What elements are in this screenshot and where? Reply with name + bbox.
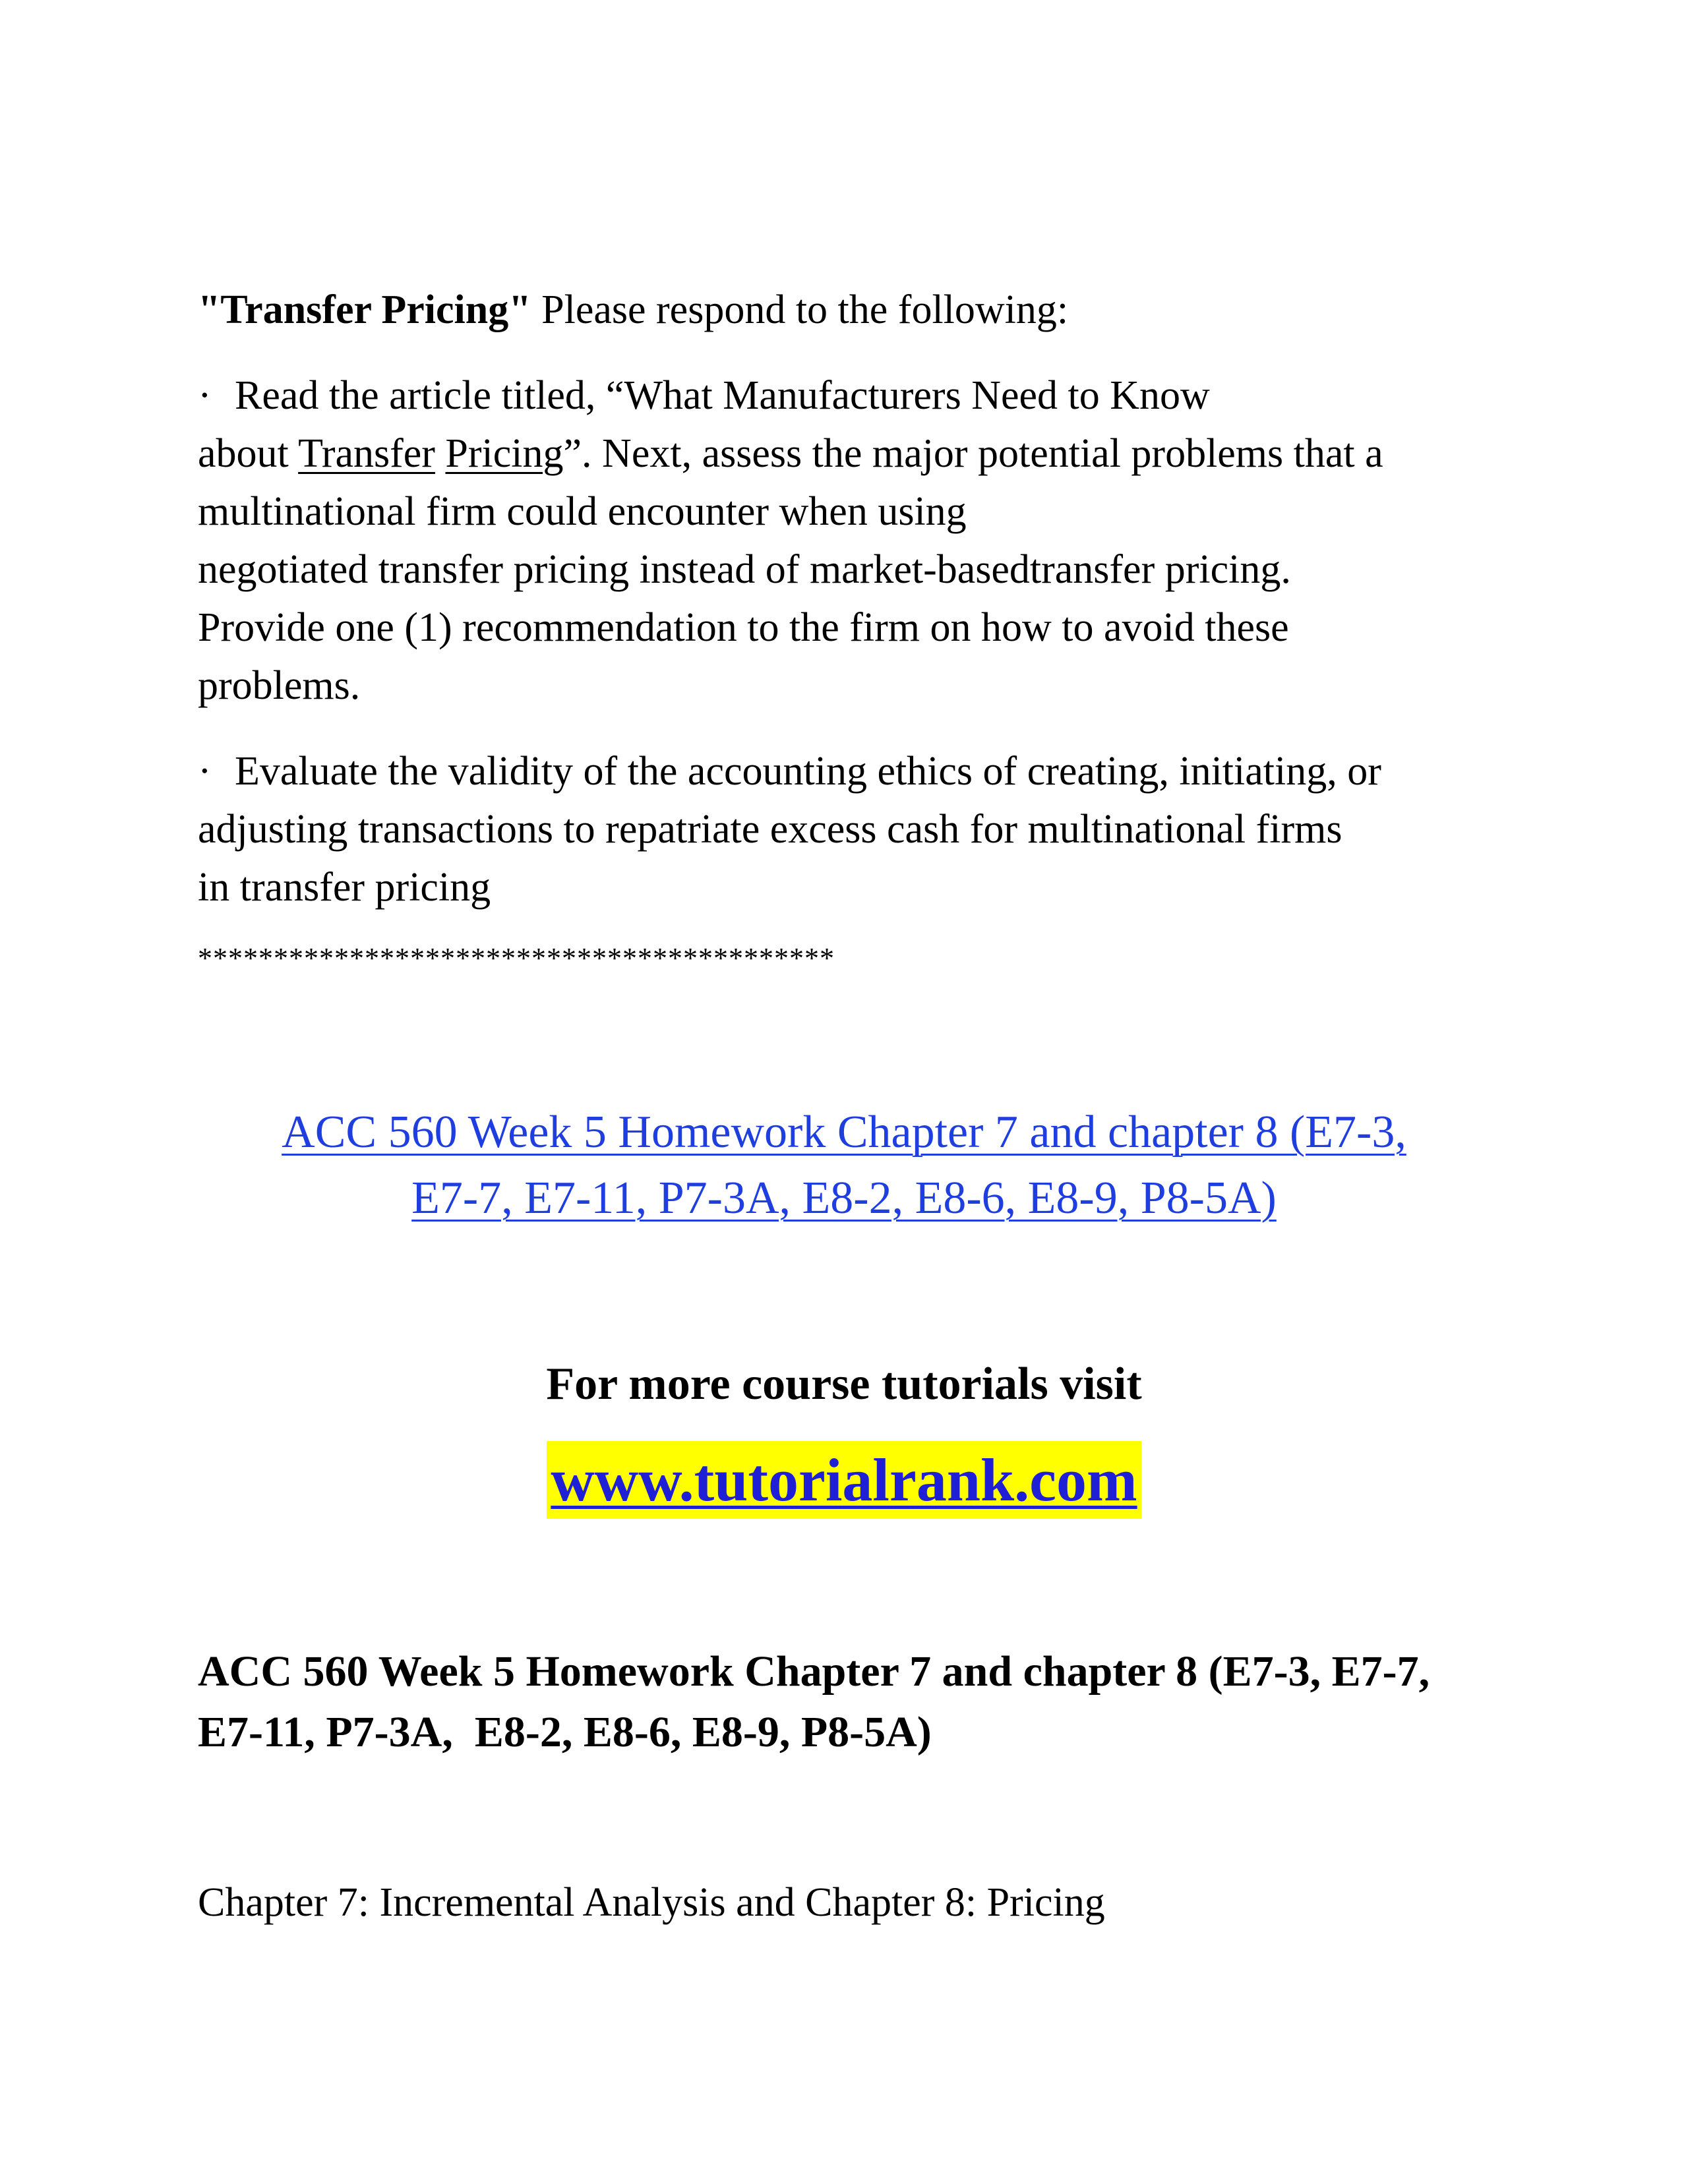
transfer-link[interactable]: Transfer	[298, 431, 435, 476]
course-title	[198, 1641, 1430, 1763]
bullet1-line1: Read the article titled, “What Manufacturers Need to Know	[235, 373, 1210, 418]
bullet1-line3: multinational firm could encounter when using	[198, 489, 967, 534]
bullet-dot: ·	[198, 749, 212, 794]
promo-text: For more course tutorials visit	[546, 1359, 1142, 1409]
bullet1-line2-pre: about	[198, 431, 299, 476]
bullet1-line4: negotiated transfer pricing instead of market-basedtransfer pricing.	[198, 547, 1291, 592]
course-link-line1: ACC 560 Week 5 Homework Chapter 7 and chapter 8 (E7-3,	[282, 1107, 1406, 1158]
pricing-link[interactable]: Pricing	[445, 431, 564, 476]
site-link[interactable]: www.tutorialrank.com	[547, 1441, 1141, 1519]
course-link-line2: E7-7, E7-11, P7-3A, E8-2, E8-6, E8-9, P8-5A)	[411, 1173, 1277, 1224]
course-title-line1: ACC 560 Week 5 Homework Chapter 7 and chapter 8 (E7-3, E7-7,	[198, 1647, 1430, 1696]
heading-instruction: Please respond to the following:	[531, 287, 1069, 332]
prompt-heading	[198, 281, 1517, 339]
course-link-block	[0, 1100, 1688, 1231]
course-link[interactable]	[0, 1100, 1688, 1231]
bullet1-line6: problems.	[198, 663, 361, 708]
asterisk-separator: ******************************************	[198, 942, 835, 974]
chapters-text: Chapter 7: Incremental Analysis and Chapter 8: Pricing	[198, 1880, 1105, 1925]
bullet-item-2	[198, 742, 1517, 916]
bullet1-line5: Provide one (1) recommendation to the firm on how to avoid these	[198, 605, 1289, 650]
bullet2-line1: Evaluate the validity of the accounting ethics of creating, initiating, or	[235, 749, 1381, 794]
bullet2-line3: in transfer pricing	[198, 865, 491, 910]
bullet-item-1	[198, 367, 1517, 715]
bullet2-line2: adjusting transactions to repatriate excess cash for multinational firms	[198, 807, 1342, 852]
site-link-wrapper	[0, 1441, 1688, 1519]
course-title-line2: E7-11, P7-3A, E8-2, E8-6, E8-9, P8-5A)	[198, 1708, 932, 1756]
bullet-dot: ·	[198, 373, 212, 418]
bullet1-line2-post: ”. Next, assess the major potential problems that a	[563, 431, 1383, 476]
heading-title: "Transfer Pricing"	[198, 287, 531, 332]
space	[435, 431, 446, 476]
